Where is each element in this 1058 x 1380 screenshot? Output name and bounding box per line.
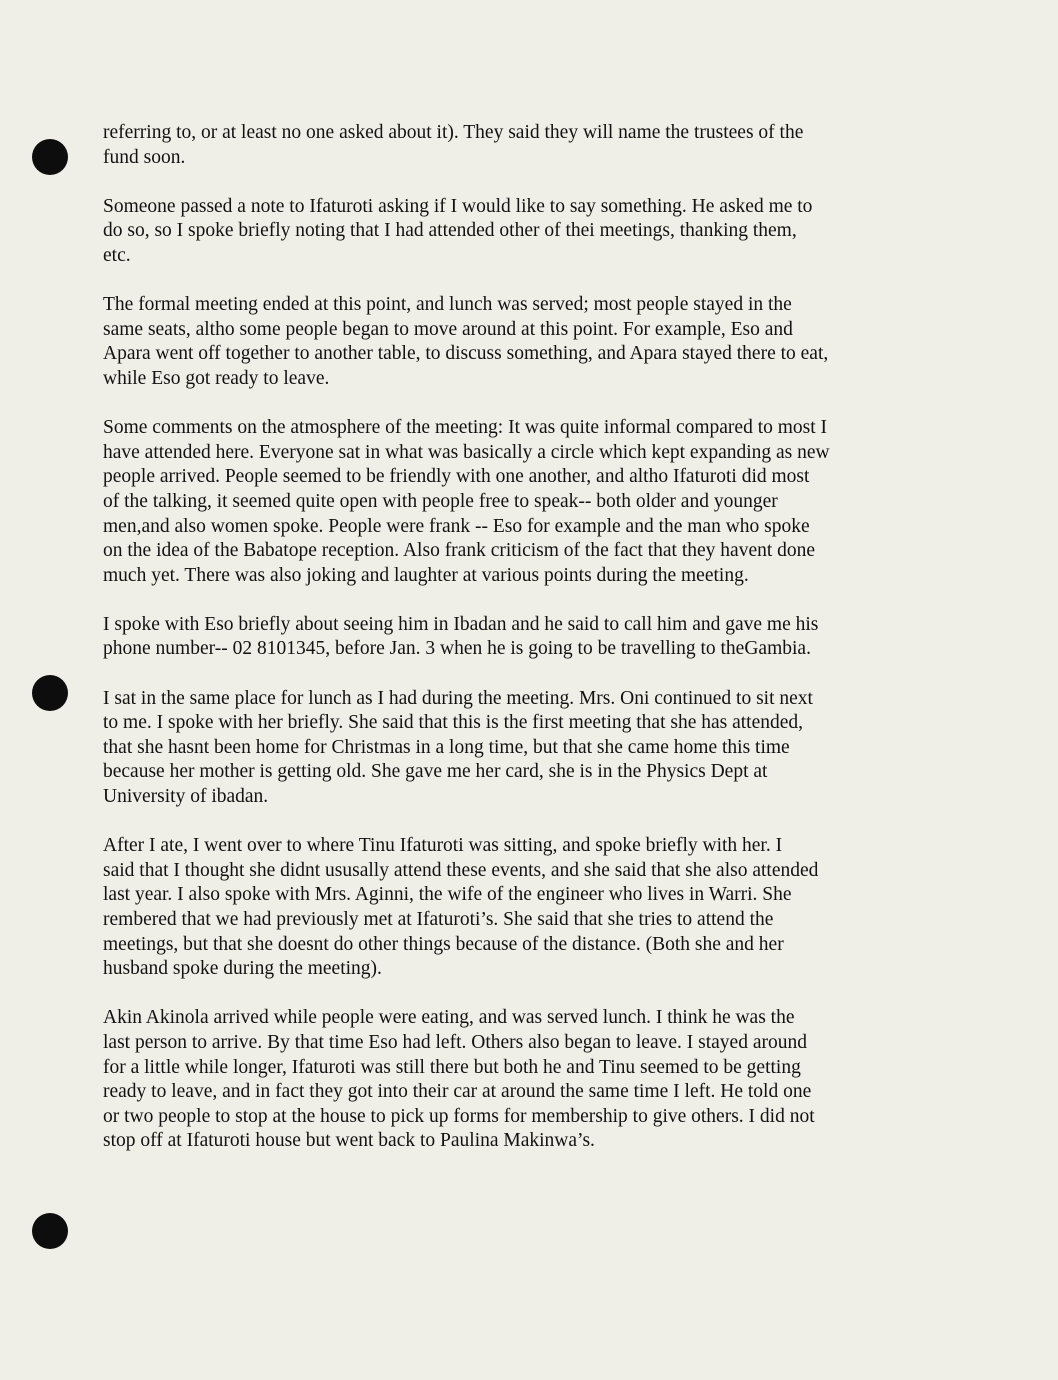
paragraph-atmosphere: Some comments on the atmosphere of the meeting: It was quite informal compared to most I have attended here. Everyone sat in what was basically a circle which kept expanding as new people arrived. People seemed to be friendly with one another, and altho Ifaturoti did most of the talking, it seemed quite open with people free to speak-- both older and younger men,and also women spoke. People were frank -- Eso for example and the man who spoke on the idea of the Babatope reception. Also frank criticism of the fact that they havent done much yet. There was also joking and laughter at various points during the meeting. (103, 417, 830, 586)
paragraph-akin-akinola: Akin Akinola arrived while people were eating, and was served lunch. I think he was the last person to arrive. By that time Eso had left. Others also began to leave. I stayed around for a little while longer, Ifaturoti was still there but both he and Tinu seemed to be getting ready to leave, and in fact they got into their car at around the same time I left. He told one or two people to stop at the house to pick up forms for membership to give others. I did not stop off at Ifaturoti house but went back to Paulina Makinwa’s. (103, 1007, 815, 1152)
paragraph-eso-phone: I spoke with Eso briefly about seeing him in Ibadan and he said to call him and gave me his phone number-- 02 8101345, before Jan. 3 when he is going to be travelling to theGambia. (103, 613, 819, 660)
paragraph-tinu-ifaturoti: After I ate, I went over to where Tinu Ifaturoti was sitting, and spoke briefly with her. I said that I thought she didnt ususally attend these events, and she said that she also attended last year. I also spoke with Mrs. Aginni, the wife of the engineer who lives in Warri. She rembered that we had previously met at Ifaturoti’s. She said that she tries to attend the meetings, but that she doesnt do other things because of the distance. (Both she and her husband spoke during the meeting). (103, 835, 819, 980)
paragraph-mrs-oni: I sat in the same place for lunch as I had during the meeting. Mrs. Oni continued to sit next to me. I spoke with her briefly. She said that this is the first meeting that she has attended, that she hasnt been home for Christmas in a long time, but that she came home this time because her mother is getting old. She gave me her card, she is in the Physics Dept at University of ibadan. (103, 687, 813, 808)
punch-hole-bottom (32, 1213, 68, 1249)
document-body (103, 121, 923, 1179)
paragraph-note-to-ifaturoti: Someone passed a note to Ifaturoti asking if I would like to say something. He asked me to do so, so I spoke briefly noting that I had attended other of thei meetings, thanking them, etc. (103, 195, 813, 266)
paragraph-meeting-ended: The formal meeting ended at this point, and lunch was served; most people stayed in the same seats, altho some people began to move around at this point. For example, Eso and Apara went off together to another table, to discuss something, and Apara stayed there to eat, while Eso got ready to leave. (103, 294, 829, 389)
punch-hole-middle (32, 675, 68, 711)
punch-hole-top (32, 139, 68, 175)
paragraph-trustees: referring to, or at least no one asked about it). They said they will name the trustees of the fund soon. (103, 122, 804, 168)
